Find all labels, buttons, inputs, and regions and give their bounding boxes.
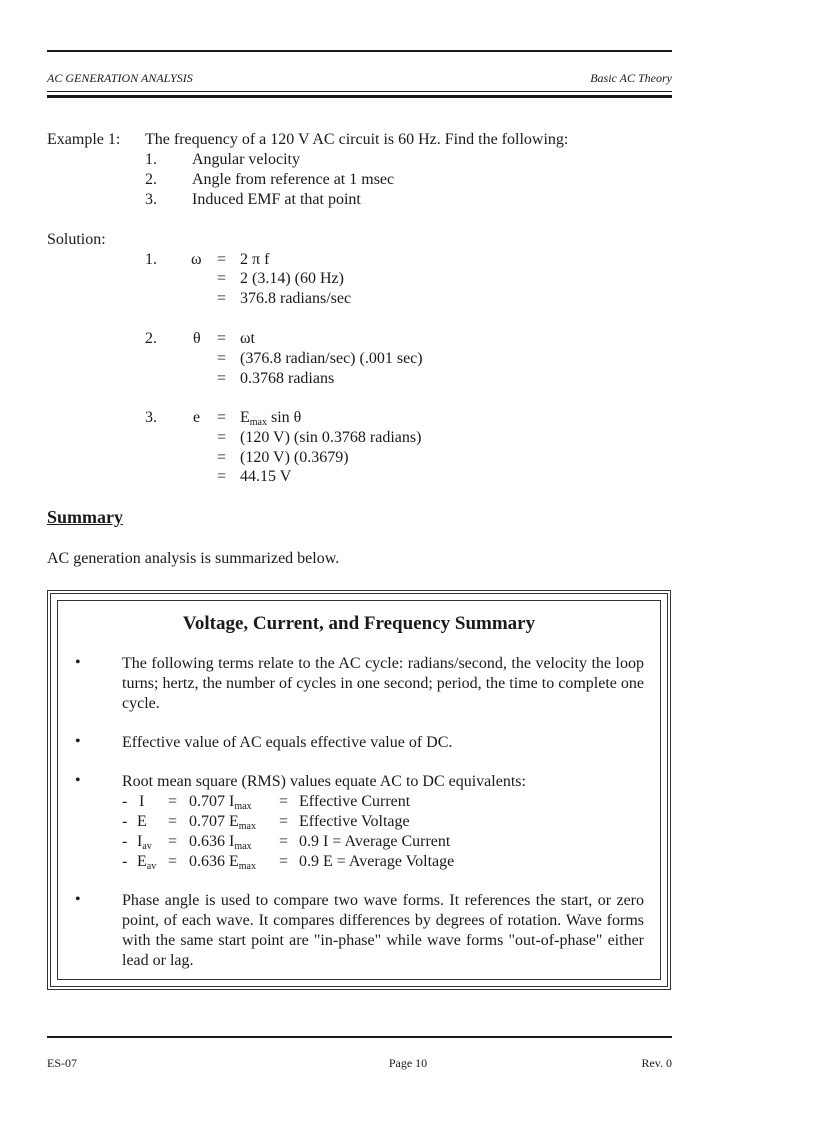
summary-intro: AC generation analysis is summarized below.	[47, 550, 340, 567]
step1-line-1: 2 π f	[240, 251, 270, 268]
footer-doc-id: ES-07	[47, 1056, 77, 1070]
summary-heading: Summary	[47, 507, 123, 527]
example-item-text-3: Induced EMF at that point	[192, 191, 361, 208]
rms-row-4-eq-1: =	[168, 853, 178, 870]
step2-equals-1: =	[217, 330, 227, 347]
rms-row-1-symbol: I	[139, 793, 145, 810]
rms-row-1-value: 0.707 $I_{max}$	[189, 793, 252, 812]
step2-number: 2.	[145, 330, 157, 347]
header-rule-thick	[47, 95, 672, 98]
rms-row-1-desc: Effective Current	[299, 793, 411, 810]
example-item-num-3: 3.	[145, 191, 157, 208]
rms-row-4-dash: -	[122, 853, 128, 870]
step1-line-2: 2 (3.14) (60 Hz)	[240, 270, 344, 287]
rms-row-3-desc: 0.9 I = Average Current	[299, 833, 451, 850]
example-item-text-2: Angle from reference at 1 msec	[192, 171, 395, 188]
step3-equals-3: =	[217, 449, 227, 466]
example-statement: The frequency of a 120 V AC circuit is 60 Hz. Find the following:	[145, 131, 569, 148]
bullet-4-icon: •	[75, 891, 81, 908]
summary-box-title: Voltage, Current, and Frequency Summary	[182, 613, 536, 634]
step1-equals-1: =	[217, 251, 227, 268]
rms-row-2-dash: -	[122, 813, 128, 830]
bullet-3-text: Root mean square (RMS) values equate AC to DC equivalents:	[122, 773, 526, 790]
step3-e-symbol: e	[193, 409, 201, 426]
header-section-title: AC GENERATION ANALYSIS	[47, 71, 193, 85]
example-label: Example 1:	[47, 131, 121, 148]
rms-row-3-eq-2: =	[279, 833, 289, 850]
bullet-4-text: Phase angle is used to compare two wave forms. It references the start, or zero point, of each wave. It compares differences by degrees of rotation. Wave forms with the same start point are "in-phase" while wave forms "out-of-phase" either lead or lag.	[122, 892, 644, 969]
step1-equals-2: =	[217, 270, 227, 287]
step3-line-1: $E_{max}$ sin θ	[240, 409, 302, 428]
rms-row-2-value: 0.707 $E_{max}$	[189, 813, 256, 832]
step1-equals-3: =	[217, 290, 227, 307]
footer-revision: Rev. 0	[641, 1056, 672, 1070]
header-top-rule	[47, 50, 672, 52]
step3-line-3: (120 V) (0.3679)	[240, 449, 349, 466]
bullet-1-icon: •	[75, 654, 81, 671]
step3-equals-1: =	[217, 409, 227, 426]
step2-line-2: (376.8 radian/sec) (.001 sec)	[240, 350, 423, 367]
solution-label: Solution:	[47, 231, 106, 248]
step2-theta-symbol: θ	[193, 330, 201, 347]
example-item-text-1: Angular velocity	[192, 151, 300, 168]
step3-equals-2: =	[217, 429, 227, 446]
example-item-num-2: 2.	[145, 171, 157, 188]
bullet-3-icon: •	[75, 772, 81, 789]
step3-line-4: 44.15 V	[240, 468, 292, 485]
step2-equals-2: =	[217, 350, 227, 367]
step2-line-1: ωt	[240, 330, 255, 347]
footer-page-number: Page 10	[388, 1056, 428, 1070]
rms-row-3-symbol: $I_{av}$	[137, 833, 152, 852]
rms-row-3-eq-1: =	[168, 833, 178, 850]
bullet-2-text: Effective value of AC equals effective value of DC.	[122, 734, 453, 751]
step2-line-3: 0.3768 radians	[240, 370, 335, 387]
rms-row-3-dash: -	[122, 833, 128, 850]
rms-row-4-eq-2: =	[279, 853, 289, 870]
step2-equals-3: =	[217, 370, 227, 387]
step3-equals-4: =	[217, 468, 227, 485]
bullet-2-icon: •	[75, 733, 81, 750]
example-item-num-1: 1.	[145, 151, 157, 168]
step1-omega-symbol: ω	[191, 251, 202, 268]
rms-row-1-eq-1: =	[168, 793, 178, 810]
step1-line-3: 376.8 radians/sec	[240, 290, 352, 307]
rms-row-1-dash: -	[122, 793, 128, 810]
rms-row-2-desc: Effective Voltage	[299, 813, 410, 830]
rms-row-2-eq-2: =	[279, 813, 289, 830]
step3-number: 3.	[145, 409, 157, 426]
rms-row-2-eq-1: =	[168, 813, 178, 830]
rms-row-4-symbol: $E_{av}$	[137, 853, 157, 872]
step3-line-2: (120 V) (sin 0.3768 radians)	[240, 429, 422, 446]
bullet-1-text: The following terms relate to the AC cycle: radians/second, the velocity the loop turns; hertz, the number of cycles in one second; period, the time to complete one cycle.	[122, 655, 644, 712]
rms-row-4-value: 0.636 $E_{max}$	[189, 853, 256, 872]
step1-number: 1.	[145, 251, 157, 268]
rms-row-4-desc: 0.9 E = Average Voltage	[299, 853, 455, 870]
footer-rule	[47, 1036, 672, 1038]
summary-box	[47, 590, 671, 990]
header-module-title: Basic AC Theory	[590, 71, 672, 85]
header-rule-thin	[47, 91, 672, 92]
rms-row-2-symbol: E	[137, 813, 147, 830]
rms-row-1-eq-2: =	[279, 793, 289, 810]
rms-row-3-value: 0.636 $I_{max}$	[189, 833, 252, 852]
